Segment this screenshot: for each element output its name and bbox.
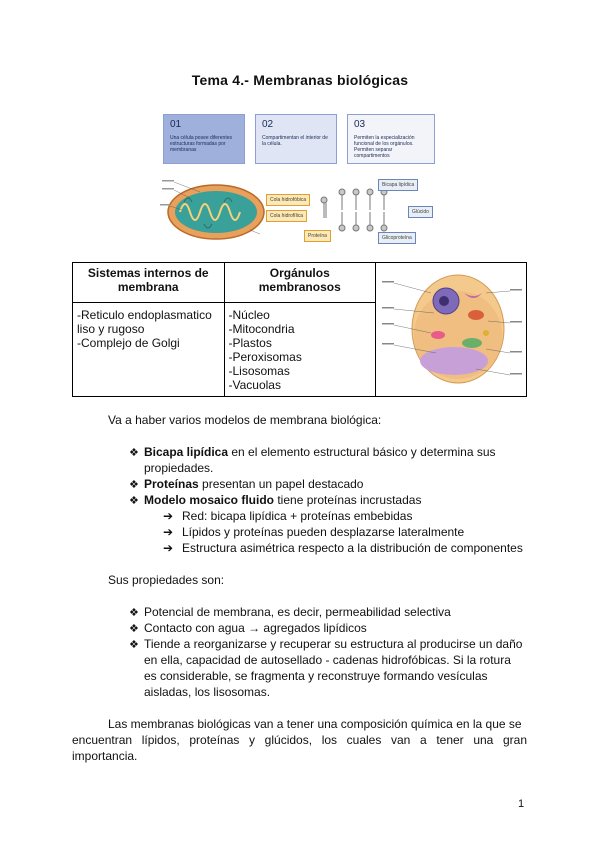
bullet-item [129,444,527,461]
membrane-scheme [262,176,442,244]
info-box-text: Una célula posee diferentes estructuras formadas por membranas [170,135,232,153]
arrow-right-icon: ➔ [163,541,174,555]
props-intro: Sus propiedades son: [108,573,225,587]
bullet-text: Tiende a reorganizarse y recuperar su estructura al producirse un daño [144,637,523,651]
label-bicapa: Bicapa lipídica [378,179,418,191]
bullet-item [129,604,451,621]
bullet-bold: Proteínas [144,477,199,491]
bullet-text: Potencial de membrana, es decir, permeabilidad selectiva [144,605,451,619]
bullet-diamond-icon: ❖ [129,639,139,651]
bullet-item [129,476,363,493]
bullet-diamond-icon: ❖ [129,607,139,619]
bullet-item [129,492,421,509]
bullet-diamond-icon: ❖ [129,623,139,635]
list-item: -Peroxisomas [228,350,302,364]
bullet-continuation: es considerable, se fragmenta y reconstruye formando vesículas [144,669,488,683]
info-box-number: 02 [262,119,274,130]
arrow-right-icon: ➔ [163,509,174,523]
label-glicoproteina: Glicoproteína [378,232,416,244]
bullet-continuation: en ella, capacidad de autosellado - cadenas hidrofóbicas. Si la rotura [144,653,511,667]
list-item: -Plastos [228,336,272,350]
bullet-text: Contacto con agua → agregados lipídicos [144,621,367,635]
list-item: -Complejo de Golgi [77,336,180,350]
arrow-text: Estructura asimétrica respecto a la distribución de componentes [182,541,523,555]
final-paragraph-line: Las membranas biológicas van a tener una composición química en la que se [108,717,522,731]
table-header-organulos: Orgánulos membranosos [224,263,376,303]
table-header-sistemas: Sistemas internos de membrana [73,263,225,303]
bullet-text: presentan un papel destacado [198,477,364,491]
arrow-right-icon: ➔ [163,525,174,539]
info-box-2 [255,114,337,164]
arrow-item [163,508,412,524]
label-cola-hidrofobica: Cola hidrofóbica [266,194,310,206]
bullet-text: en el elemento estructural básico y determina sus [228,445,496,459]
bullet-item [129,620,367,637]
list-item: -Lisosomas [228,364,290,378]
list-item: -Núcleo [228,308,270,322]
page-number: 1 [518,798,525,810]
bullet-continuation: aisladas, los lisosomas. [144,685,271,699]
arrow-item [163,524,464,540]
table-cell-sistemas [73,303,225,397]
label-cola-hidrofilica: Cola hidrofílica [266,210,307,222]
bullet-item [129,636,522,653]
mitochondria-illustration [160,172,265,242]
page-title: Tema 4.- Membranas biológicas [191,72,409,88]
bullet-diamond-icon: ❖ [129,447,139,459]
list-item: -Reticulo endoplasmatico liso y rugoso [77,308,212,336]
list-item: -Vacuolas [228,378,281,392]
arrow-text: Red: bicapa lipídica + proteínas embebidas [182,509,413,523]
bullet-bold: Bicapa lipídica [144,445,229,459]
cell-image-cell [376,263,527,397]
arrow-text: Lípidos y proteínas pueden desplazarse lateralmente [182,525,465,539]
list-item: -Mitocondria [228,322,295,336]
table-cell-organulos [224,303,376,397]
info-box-text: Compartimentan el interior de la célula. [262,135,328,147]
infographic-boxes [163,114,435,164]
info-box-number: 01 [170,119,182,130]
info-box-1 [163,114,245,164]
label-glucido: Glúcido [408,206,433,218]
intro-paragraph: Va a haber varios modelos de membrana biológica: [108,413,382,427]
bullet-bold: Modelo mosaico fluido [144,493,275,507]
info-box-number: 03 [354,119,366,130]
info-box-text: Permiten la especialización funcional de los orgánulos. Permiten separar compartimentos [354,135,415,159]
info-box-3 [347,114,435,164]
bullet-continuation: propiedades. [144,461,214,475]
label-proteina: Proteína [304,230,331,242]
bullet-diamond-icon: ❖ [129,479,139,491]
final-paragraph-line: importancia. [72,749,138,763]
arrow-item [163,540,523,556]
final-paragraph-line: encuentran lípidos, proteínas y glúcidos, los cuales van a tener una gran [72,733,527,747]
cell-illustration [376,263,526,394]
organelles-table [72,262,527,397]
bullet-diamond-icon: ❖ [129,495,139,507]
bullet-text: tiene proteínas incrustadas [274,493,422,507]
